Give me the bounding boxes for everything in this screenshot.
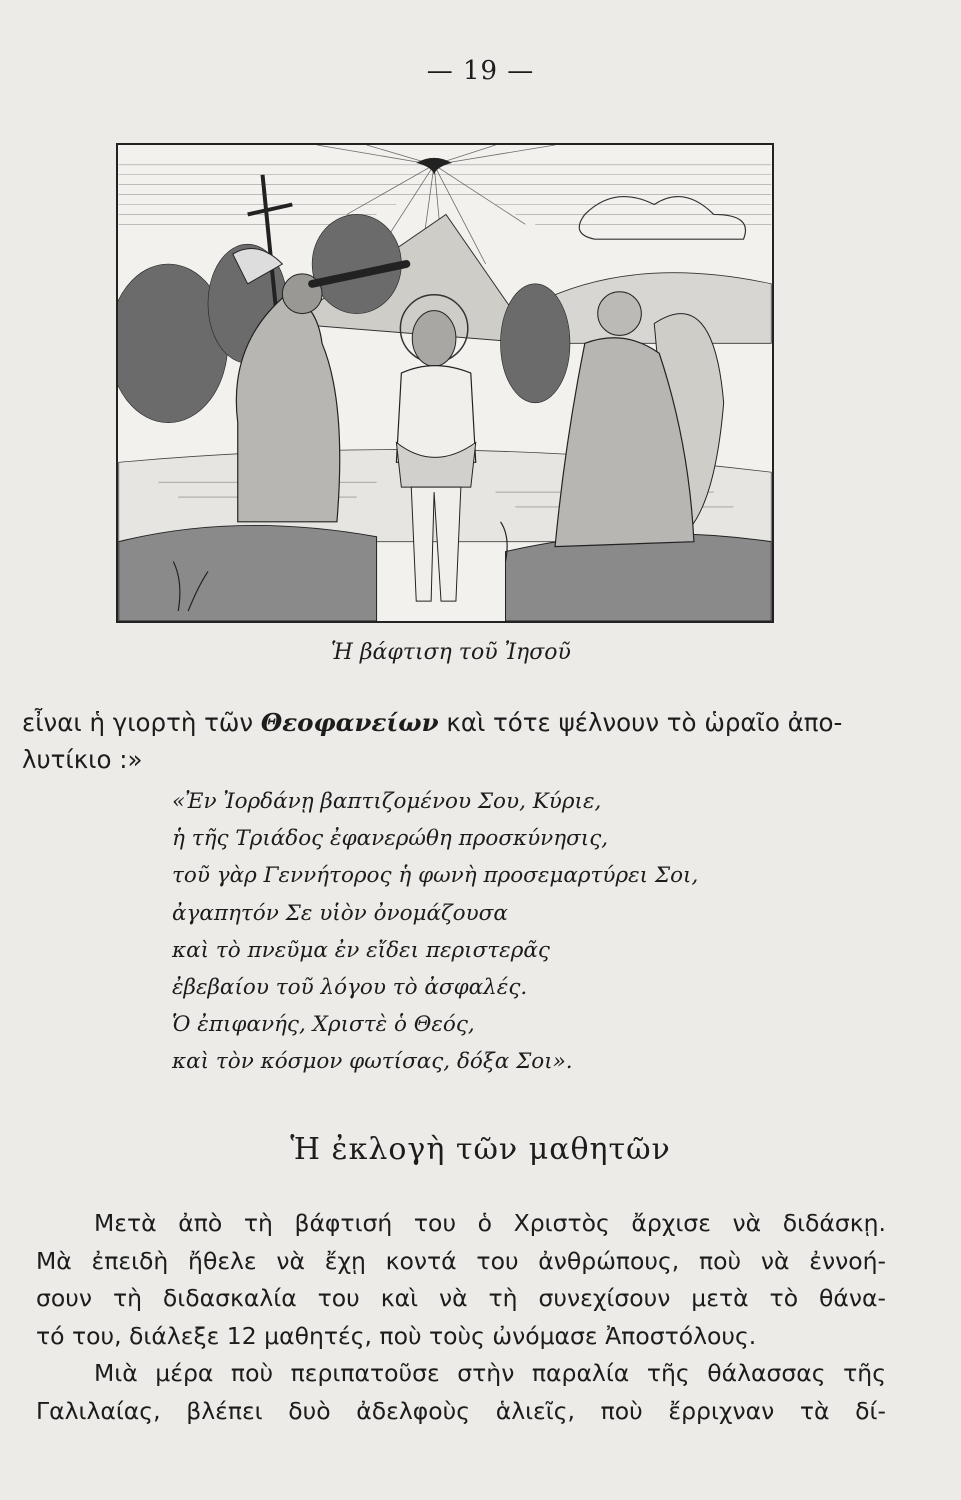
paragraph-line: Μιὰ μέρα ποὺ περιπατοῦσε στὴν παραλία τῆς θάλασσας τῆς <box>94 1359 886 1387</box>
intro-line-1 <box>22 708 842 737</box>
page-number: — 19 — <box>426 56 535 86</box>
paragraph-disciples <box>36 1205 886 1355</box>
hymn-text <box>172 783 698 1081</box>
intro-line-2: λυτίκιο :» <box>22 745 143 774</box>
paragraph-galilee <box>36 1355 886 1430</box>
hymn-line: καὶ τὸ πνεῦμα ἐν εἴδει περιστερᾶς <box>172 937 550 963</box>
paragraph-line: σουν τὴ διδασκαλία του καὶ νὰ τὴ συνεχίσουν μετὰ τὸ θάνα- <box>36 1284 886 1312</box>
hymn-line: ἡ τῆς Τριάδος ἐφανερώθη προσκύνησις, <box>172 826 609 852</box>
hymn-line: ἀγαπητόν Σε υἱὸν ὀνομάζουσα <box>172 900 508 926</box>
intro-line-1-post: καὶ τότε ψέλνουν τὸ ὡραῖο ἀπο- <box>438 708 843 737</box>
paragraph-line: Γαλιλαίας, βλέπει δυὸ ἀδελφοὺς ἁλιεῖς, ποὺ ἔρριχναν τὰ δί- <box>36 1396 886 1425</box>
paragraph-line: Μετὰ ἀπὸ τὴ βάφτισή του ὁ Χριστὸς ἄρχισε νὰ διδάσκῃ. <box>94 1209 886 1237</box>
hymn-line: τοῦ γὰρ Γεννήτορος ἡ φωνὴ προσεμαρτύρει Σοι, <box>172 863 699 889</box>
paragraph-line: Μὰ ἐπειδὴ ἤθελε νὰ ἔχῃ κοντά του ἀνθρώπους, ποὺ νὰ ἐννοή- <box>36 1246 886 1275</box>
baptism-engraving <box>116 143 774 623</box>
paragraph-line: τό του, διάλεξε 12 μαθητές, ποὺ τοὺς ὠνόμασε Ἀποστόλους. <box>36 1321 757 1350</box>
section-title: Ἡ ἐκλογὴ τῶν μαθητῶν <box>290 1132 671 1167</box>
illustration-caption: Ἡ βάφτιση τοῦ Ἰησοῦ <box>331 640 571 665</box>
hymn-line: ἐβεβαίου τοῦ λόγου τὸ ἀσφαλές. <box>172 974 528 1000</box>
hymn-line: «Ἐν Ἰορδάνῃ βαπτιζομένου Σου, Κύριε, <box>172 789 602 814</box>
intro-emphasis: Θεοφανείων <box>260 708 439 737</box>
hymn-line: Ὁ ἐπιφανής, Χριστὲ ὁ Θεός, <box>172 1012 475 1038</box>
hymn-line: καὶ τὸν κόσμον φωτίσας, δόξα Σοι». <box>172 1049 573 1075</box>
intro-line-1-pre: εἶναι ἡ γιορτὴ τῶν <box>22 708 261 737</box>
